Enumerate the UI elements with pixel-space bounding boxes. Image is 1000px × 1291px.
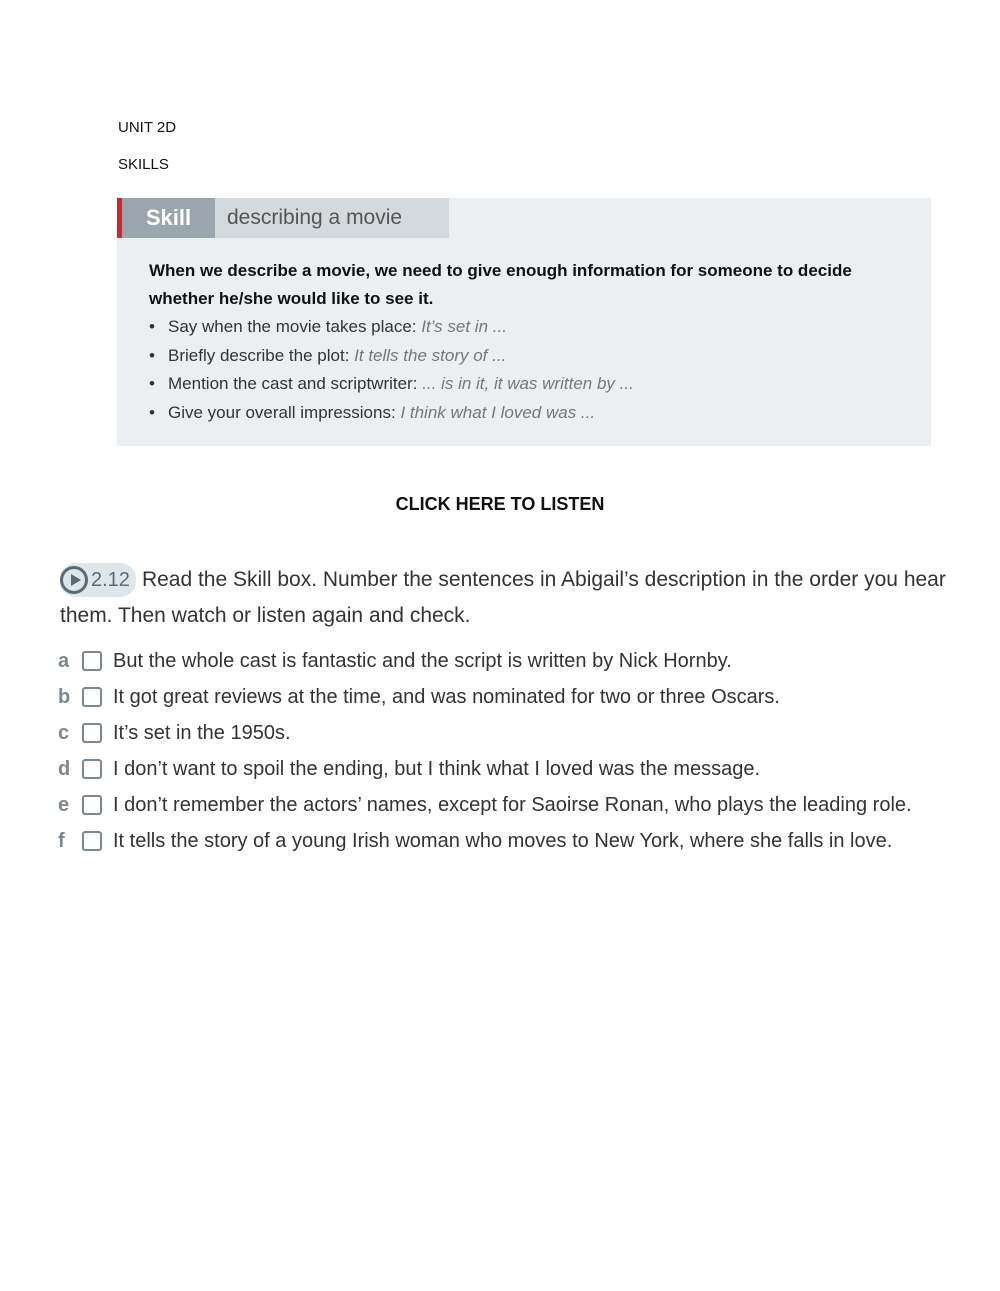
audio-track-badge[interactable] xyxy=(60,563,136,597)
skill-tab xyxy=(117,198,449,238)
instruction-text: Read the Skill box. Number the sentences in Abigail’s description in the order you hear them. Then watch or listen again and check. xyxy=(60,568,946,627)
skill-bullet-example: It’s set in ... xyxy=(421,317,507,336)
skill-tab-label: Skill xyxy=(122,198,215,238)
order-checkbox[interactable] xyxy=(82,831,102,851)
unit-label: UNIT 2D xyxy=(118,119,177,136)
item-text: I don’t want to spoil the ending, but I think what I loved was the message. xyxy=(113,757,761,780)
skill-bullet xyxy=(149,399,634,428)
skill-intro: When we describe a movie, we need to give enough information for someone to decide whether he/she would like to see it. xyxy=(149,261,852,308)
skill-topic: describing a movie xyxy=(215,198,449,238)
list-item xyxy=(58,679,912,715)
item-text: It tells the story of a young Irish woman who moves to New York, where she falls in love. xyxy=(113,829,893,852)
skill-bullet-text: Mention the cast and scriptwriter: xyxy=(168,374,418,394)
item-letter: d xyxy=(58,757,71,780)
track-number: 2.12 xyxy=(91,569,130,592)
order-checkbox[interactable] xyxy=(82,687,102,707)
listen-link[interactable]: CLICK HERE TO LISTEN xyxy=(395,494,605,514)
item-letter: f xyxy=(58,829,65,852)
section-label: SKILLS xyxy=(118,156,169,173)
skill-bullet-example: I think what I loved was ... xyxy=(400,403,596,423)
exercise-instruction xyxy=(60,562,960,634)
item-text: I don’t remember the actors’ names, except for Saoirse Ronan, who plays the leading role. xyxy=(113,793,912,816)
sentence-list xyxy=(58,643,912,859)
bullet-icon: • xyxy=(149,374,155,394)
list-item xyxy=(58,823,912,859)
order-checkbox[interactable] xyxy=(82,723,102,743)
bullet-icon: • xyxy=(149,345,155,365)
skill-bullet-text: Briefly describe the plot: xyxy=(168,345,350,365)
item-letter: b xyxy=(58,685,71,708)
skill-bullet xyxy=(149,342,634,371)
skill-bullet-text: Say when the movie takes place: xyxy=(168,317,417,336)
bullet-icon: • xyxy=(149,403,155,423)
item-letter: a xyxy=(58,649,70,672)
skill-bullet-example: ... is in it, it was written by ... xyxy=(422,374,634,394)
item-letter: e xyxy=(58,793,70,816)
order-checkbox[interactable] xyxy=(82,651,102,671)
skill-box xyxy=(117,198,931,446)
skill-bullet-text: Give your overall impressions: xyxy=(168,403,396,423)
list-item xyxy=(58,643,912,679)
item-text: But the whole cast is fantastic and the script is written by Nick Hornby. xyxy=(113,649,732,672)
list-item xyxy=(58,787,912,823)
skill-bullet-example: It tells the story of ... xyxy=(354,345,507,365)
skill-bullet xyxy=(149,313,634,342)
skill-bullet-list xyxy=(149,313,634,428)
list-item xyxy=(58,751,912,787)
order-checkbox[interactable] xyxy=(82,759,102,779)
item-text: It’s set in the 1950s. xyxy=(113,721,291,744)
list-item xyxy=(58,715,912,751)
order-checkbox[interactable] xyxy=(82,795,102,815)
item-letter: c xyxy=(58,721,70,744)
item-text: It got great reviews at the time, and was nominated for two or three Oscars. xyxy=(113,685,780,708)
bullet-icon: • xyxy=(149,317,155,336)
skill-bullet xyxy=(149,370,634,399)
play-icon[interactable] xyxy=(60,566,88,594)
